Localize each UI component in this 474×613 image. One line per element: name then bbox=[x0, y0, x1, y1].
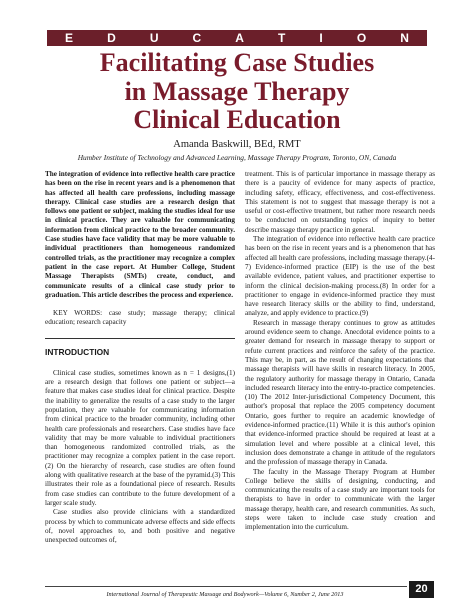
keywords: KEY WORDS: case study; massage therapy; clinical education; research capacity bbox=[45, 309, 235, 327]
body-paragraph: Clinical case studies, sometimes known as n = 1 designs,(1) are a research design that follows one patient or subject—a feature that makes case studies ideal for clinical practice. Despite the inability to generalize the results of a case study to the larger population, they are valuable for communicating information from clinical practice to the broader community, including other health care professionals and researchers. Case studies have face validity that may be more valuable to individual practitioners than homogeneous randomized controlled trials, as the practitioner may recognize a complex patient in the case report.(2) On the hierarchy of research, case studies are often found along with qualitative research at the base of the pyramid.(3) This illustrates their role as a foundational piece of research. Results from case studies can contribute to the future development of a larger scale study. bbox=[45, 368, 235, 507]
body-paragraph: The integration of evidence into reflective health care practice has been on the rise in recent years and is a phenomenon that has affected all health care professions, including massage therapy.(4-7) Evidence-informed practice (EIP) is the use of the best available evidence, patient values, and practitioner expertise to inform the clinical decision-making process.(8) In order for a practitioner to engage in evidence-informed practice they must have research literacy skills or the ability to find, understand, analyze, and apply evidence to practice.(9) bbox=[245, 235, 435, 318]
page-number: 20 bbox=[409, 581, 434, 598]
section-banner bbox=[47, 30, 427, 46]
footer-divider bbox=[45, 586, 407, 587]
section-letter: A bbox=[235, 31, 244, 45]
section-letter: E bbox=[65, 31, 74, 45]
section-heading: INTRODUCTION bbox=[45, 346, 110, 357]
section-letter: C bbox=[192, 31, 202, 45]
section-letter: N bbox=[400, 31, 409, 45]
divider bbox=[45, 338, 235, 339]
article-title bbox=[40, 49, 434, 135]
title-line: in Massage Therapy bbox=[124, 76, 350, 106]
body-paragraph: treatment. This is of particular importance in massage therapy as there is a paucity of evidence for many aspects of practice, including safety, efficacy, effectiveness, and cost-effectiveness. This statement is not to suggest that massage therapy is not a useful or cost-effective treatment, but rather more research needs to be conducted on outstanding topics of inquiry to better describe massage therapy practice in general. bbox=[245, 170, 435, 234]
affiliation-line: Humber Institute of Technology and Advanced Learning, Massage Therapy Program, Toronto, ON, Canada bbox=[77, 153, 397, 162]
title-line: Facilitating Case Studies bbox=[99, 48, 375, 77]
section-letter: O bbox=[356, 31, 367, 45]
section-letter: U bbox=[149, 31, 159, 45]
section-letter: T bbox=[278, 31, 286, 45]
abstract: The integration of evidence into reflective health care practice has been on the rise in recent years and is a phenomenon that has affected all health care professions, including massage therapy. Clinical case studies are a research design that follows one patient or subject, making the studies ideal for use in clinical practice. They are valuable for communicating information from clinical practice to the broader community. Case studies have face validity that may be more valuable to individual practitioners than homogeneous randomized controlled trials, as the practitioner may recognize a complex patient in the case report. At Humber College, Student Massage Therapists (SMTs) create, conduct, and communicate results of a clinical case study prior to graduation. This article describes the process and experience. bbox=[45, 170, 236, 299]
left-column bbox=[45, 170, 235, 545]
right-column bbox=[245, 170, 435, 533]
title-line: Clinical Education bbox=[133, 105, 341, 134]
body-paragraph: The faculty in the Massage Therapy Program at Humber College believe the skills of designing, conducting, and communicating the results of a case study are important tools for therapists to have in order to communicate with the larger massage therapy, health care, and research communities. As such, steps were taken to include case study creation and implementation into the curriculum. bbox=[245, 467, 435, 532]
author-line: Amanda Baskwill, BEd, RMT bbox=[173, 139, 301, 150]
section-letter: D bbox=[107, 31, 116, 45]
body-paragraph: Research in massage therapy continues to grow as attitudes around evidence seem to change. Anecdotal evidence points to a greater demand for research in massage therapy to support or refute current practices and reinforce the safety of the practice. This may be, in part, as the result of changing expectations that massage therapists will have skills in research literacy. In 2005, the regulatory authority for massage therapy in Ontario, Canada included research literacy into the entry-to-practice competencies.(10) The 2012 Inter-jurisdictional Competency Document, this author's proposal that replace the 2005 competency document Ontario, goes further to require an academic knowledge of evidence-informed practice.(11) While it is this author's opinion that evidence-informed practice should be required at least at a simulation level and where possible at a clinical level, this inclusion does demonstrate a change in attitude of the regulators and the profession of massage therapy in Canada. bbox=[245, 318, 435, 467]
journal-footer: International Journal of Therapeutic Massage and Bodywork—Volume 6, Number 2, June 2013 bbox=[106, 591, 344, 598]
body-paragraph: Case studies also provide clinicians with a standardized process by which to communicate adverse effects and side effects of, novel approaches to, and both positive and negative unexpected outcomes of, bbox=[45, 508, 235, 545]
section-letter: I bbox=[319, 31, 323, 45]
